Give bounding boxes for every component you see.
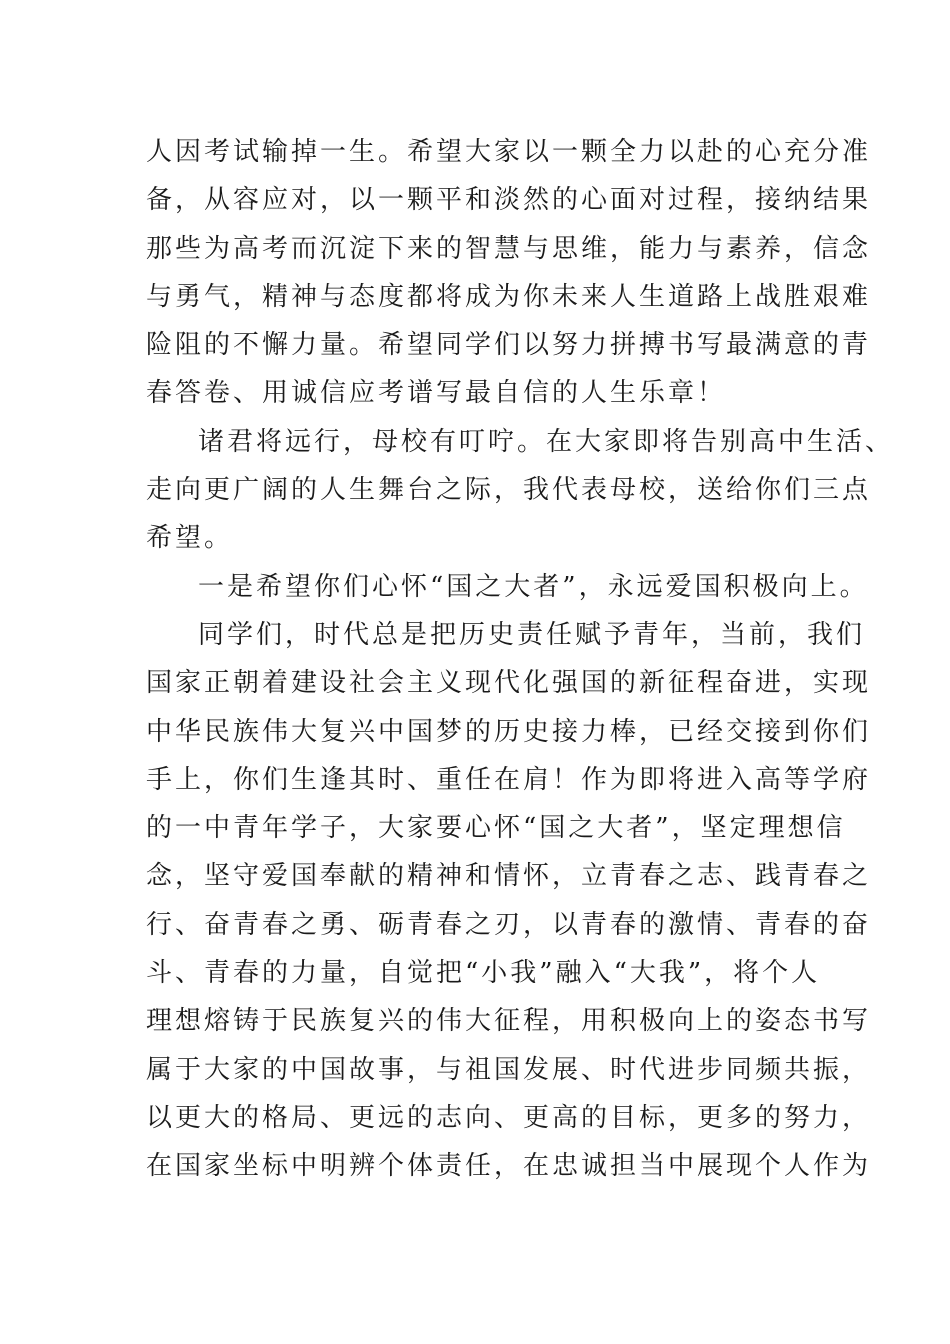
text-line: 属于大家的中国故事，与祖国发展、时代进步同频共振， xyxy=(146,1054,872,1085)
body-text xyxy=(146,128,895,1191)
text-line: 念，坚守爱国奉献的精神和情怀，立青春之志、践青春之 xyxy=(146,861,872,892)
text-line: 以更大的格局、更远的志向、更高的目标，更多的努力， xyxy=(146,1102,872,1133)
text-line: 一是希望你们心怀“国之大者”，永远爱国积极向上。 xyxy=(198,571,869,602)
text-line: 诸君将远行，母校有叮咛。在大家即将告别高中生活、 xyxy=(198,426,895,457)
text-line: 手上，你们生逢其时、重任在肩！作为即将进入高等学府 xyxy=(146,764,872,795)
text-line: 在国家坐标中明辨个体责任，在忠诚担当中展现个人作为 xyxy=(146,1151,872,1182)
text-line: 的一中青年学子，大家要心怀“国之大者”，坚定理想信 xyxy=(146,813,846,844)
text-line: 走向更广阔的人生舞台之际，我代表母校，送给你们三点 xyxy=(146,475,872,506)
text-line: 国家正朝着建设社会主义现代化强国的新征程奋进，实现 xyxy=(146,668,872,699)
text-line: 希望。 xyxy=(146,523,234,554)
text-line: 备，从容应对，以一颗平和淡然的心面对过程，接纳结果 xyxy=(146,185,872,216)
text-line: 理想熔铸于民族复兴的伟大征程，用积极向上的姿态书写 xyxy=(146,1006,872,1037)
text-line: 中华民族伟大复兴中国梦的历史接力棒，已经交接到你们 xyxy=(146,716,872,747)
text-line: 同学们，时代总是把历史责任赋予青年，当前，我们 xyxy=(198,619,866,650)
text-line: 行、奋青春之勇、砺青春之刃，以青春的激情、青春的奋 xyxy=(146,909,872,940)
text-line: 那些为高考而沉淀下来的智慧与思维，能力与素养，信念 xyxy=(146,233,872,264)
text-line: 与勇气，精神与态度都将成为你未来人生道路上战胜艰难 xyxy=(146,281,872,312)
text-line: 人因考试输掉一生。希望大家以一颗全力以赴的心充分准 xyxy=(146,137,872,167)
text-line: 斗、青春的力量，自觉把“小我”融入“大我”，将个人 xyxy=(146,958,821,989)
text-line: 春答卷、用诚信应考谱写最自信的人生乐章！ xyxy=(146,378,727,409)
text-line: 险阻的不懈力量。希望同学们以努力拼搏书写最满意的青 xyxy=(146,330,872,361)
